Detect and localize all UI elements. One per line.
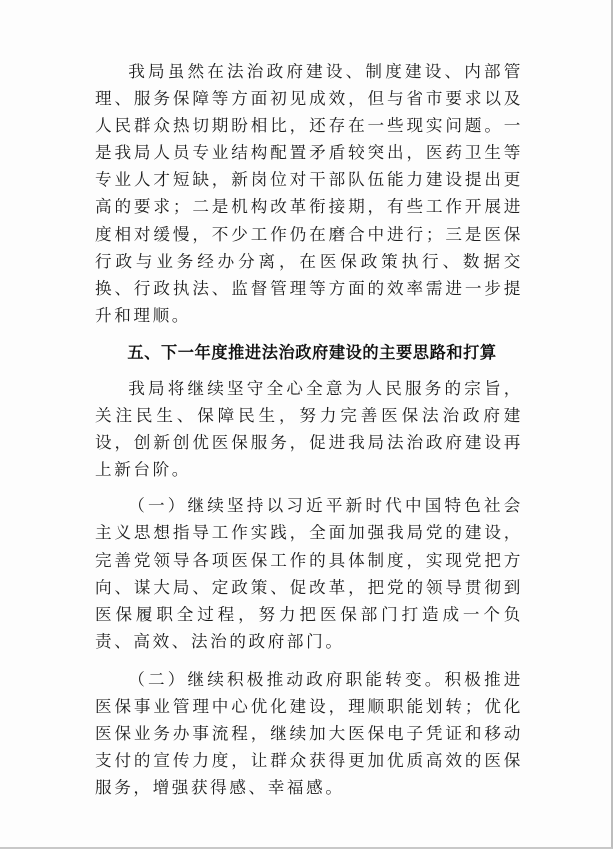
paragraph-item-two: （二）继续积极推动政府职能转变。积极推进医保事业管理中心优化建设，理顺职能划转；优化医保业务办事流程，继续加大医保电子凭证和移动支付的宣传力度，让群众获得更加优质高效的医保服务，增强获得感、幸福感。 — [95, 669, 523, 798]
paragraph-problems: 我局虽然在法治政府建设、制度建设、内部管理、服务保障等方面初见成效，但与省市要求以及人民群众热切期盼相比，还存在一些现实问题。一是我局人员专业结构配置矛盾较突出，医药卫生等专业人才短缺，新岗位对干部队伍能力建设提出更高的要求；二是机构改革衔接期，有些工作开展进度相对缓慢，不少工作仍在磨合中进行；三是医保行政与业务经办分离，在医保政策执行、数据交换、行政执法、监督管理等方面的效率需进一步提升和理顺。 — [95, 62, 523, 325]
paragraph-item-one: （一）继续坚持以习近平新时代中国特色社会主义思想指导工作实践，全面加强我局党的建设，完善党领导各项医保工作的具体制度，实现党把方向、谋大局、定政策、促改革，把党的领导贯彻到医保履职全过程，努力把医保部门打造成一个负责、高效、法治的政府部门。 — [95, 496, 523, 651]
section-heading-five: 五、下一年度推进法治政府建设的主要思路和打算 — [127, 342, 497, 362]
document-body — [95, 58, 523, 801]
spacer — [95, 655, 523, 666]
paragraph-intro: 我局将继续坚守全心全意为人民服务的宗旨，关注民生、保障民生，努力完善医保法治政府建设，创新创优医保服务，促进我局法治政府建设再上新台阶。 — [95, 378, 523, 480]
spacer — [95, 483, 523, 492]
